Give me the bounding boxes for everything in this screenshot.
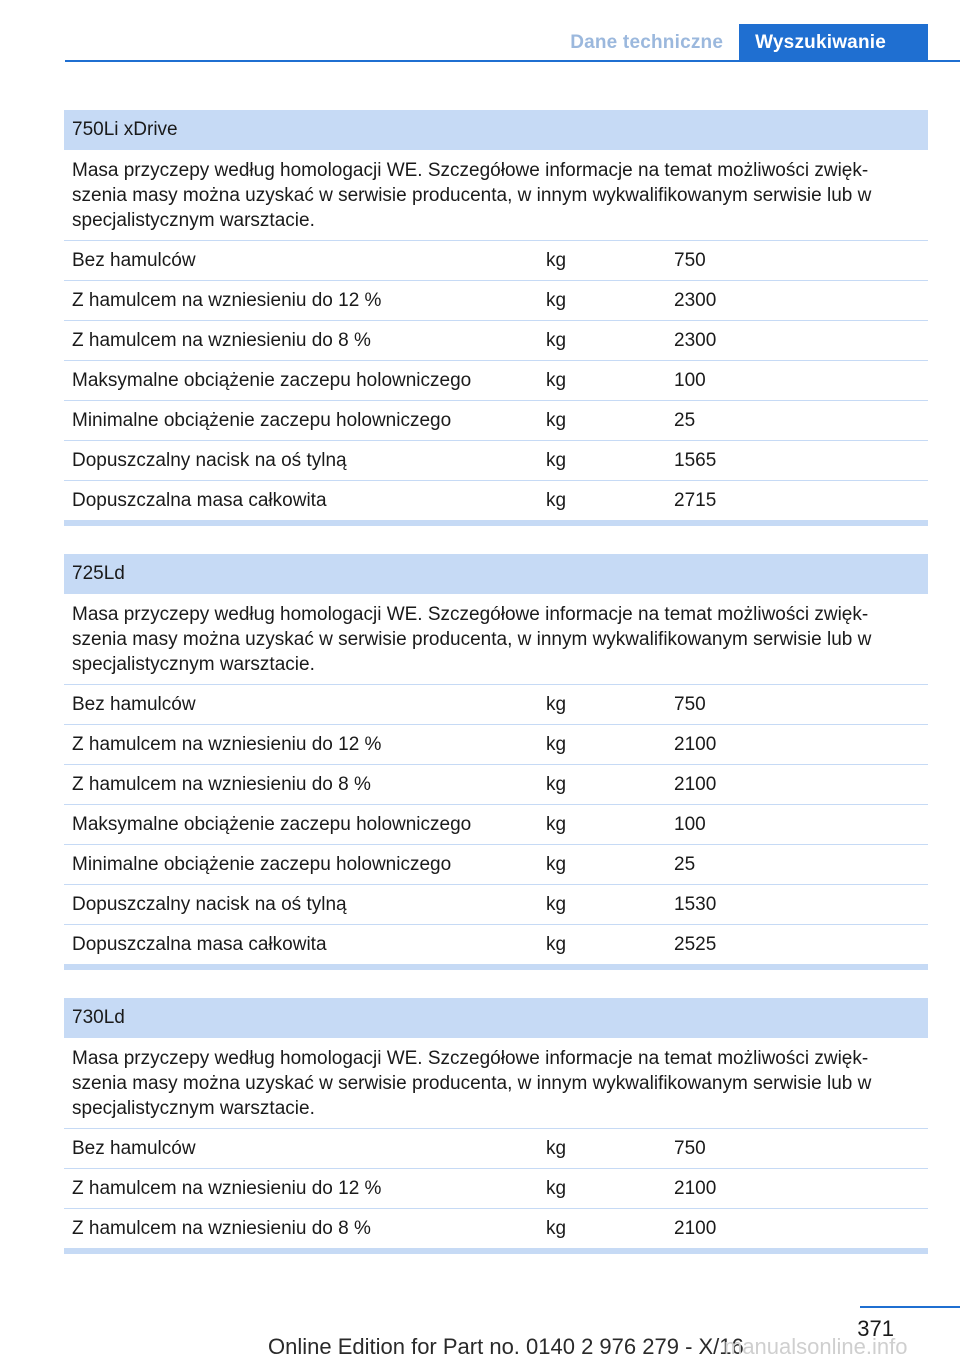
table-row: [64, 1209, 928, 1249]
row-value: 2300: [666, 321, 928, 361]
table-row: [64, 765, 928, 805]
table-row: [64, 805, 928, 845]
row-label: Z hamulcem na wzniesieniu do 12 %: [64, 725, 538, 765]
row-label: Z hamulcem na wzniesieniu do 12 %: [64, 1169, 538, 1209]
spec-table: [64, 685, 928, 965]
row-value: 750: [666, 1129, 928, 1169]
row-value: 750: [666, 241, 928, 281]
row-value: 1565: [666, 441, 928, 481]
table-row: [64, 481, 928, 521]
row-unit: kg: [538, 361, 666, 401]
row-value: 2100: [666, 1169, 928, 1209]
row-unit: kg: [538, 725, 666, 765]
row-unit: kg: [538, 441, 666, 481]
row-value: 2715: [666, 481, 928, 521]
row-unit: kg: [538, 401, 666, 441]
header-divider: [65, 60, 960, 62]
spec-section-725ld: [64, 554, 928, 970]
row-value: 2100: [666, 725, 928, 765]
row-value: 2100: [666, 1209, 928, 1249]
section-description: Masa przyczepy według homologacji WE. Szczegółowe informacje na temat możliwości zwięk-szenia masy można uzyskać w serwisie producenta, w innym wykwalifikowanym serwisie lub w specjalistycznym warsztacie.: [64, 594, 928, 685]
row-unit: kg: [538, 845, 666, 885]
table-row: [64, 725, 928, 765]
row-unit: kg: [538, 805, 666, 845]
row-unit: kg: [538, 1129, 666, 1169]
row-value: 100: [666, 805, 928, 845]
table-row: [64, 845, 928, 885]
row-value: 100: [666, 361, 928, 401]
spec-table: [64, 241, 928, 521]
row-unit: kg: [538, 1169, 666, 1209]
row-label: Dopuszczalna masa całkowita: [64, 925, 538, 965]
tab-wyszukiwanie[interactable]: Wyszukiwanie: [739, 24, 928, 62]
table-row: [64, 685, 928, 725]
row-value: 750: [666, 685, 928, 725]
footer-divider: [860, 1306, 960, 1308]
row-label: Bez hamulców: [64, 685, 538, 725]
row-label: Dopuszczalny nacisk na oś tylną: [64, 885, 538, 925]
section-title: 725Ld: [64, 554, 928, 594]
section-end-rule: [64, 965, 928, 970]
row-value: 2100: [666, 765, 928, 805]
footer-edition: Online Edition for Part no. 0140 2 976 279 - X/16: [268, 1334, 744, 1359]
row-unit: kg: [538, 925, 666, 965]
row-label: Dopuszczalny nacisk na oś tylną: [64, 441, 538, 481]
row-unit: kg: [538, 481, 666, 521]
row-unit: kg: [538, 765, 666, 805]
row-unit: kg: [538, 1209, 666, 1249]
row-label: Z hamulcem na wzniesieniu do 8 %: [64, 321, 538, 361]
row-label: Z hamulcem na wzniesieniu do 8 %: [64, 1209, 538, 1249]
row-label: Z hamulcem na wzniesieniu do 12 %: [64, 281, 538, 321]
row-label: Maksymalne obciążenie zaczepu holowniczego: [64, 361, 538, 401]
row-value: 25: [666, 401, 928, 441]
row-value: 2525: [666, 925, 928, 965]
row-label: Maksymalne obciążenie zaczepu holowniczego: [64, 805, 538, 845]
spec-section-750li-xdrive: [64, 110, 928, 526]
table-row: [64, 1129, 928, 1169]
tab-dane-techniczne[interactable]: Dane techniczne: [570, 32, 724, 53]
row-unit: kg: [538, 321, 666, 361]
section-title: 750Li xDrive: [64, 110, 928, 150]
table-row: [64, 321, 928, 361]
header-tabs: [554, 24, 928, 62]
row-label: Minimalne obciążenie zaczepu holowniczego: [64, 401, 538, 441]
table-row: [64, 441, 928, 481]
table-row: [64, 401, 928, 441]
row-value: 2300: [666, 281, 928, 321]
row-label: Z hamulcem na wzniesieniu do 8 %: [64, 765, 538, 805]
page-number: 371: [857, 1316, 894, 1341]
row-unit: kg: [538, 281, 666, 321]
section-description: Masa przyczepy według homologacji WE. Szczegółowe informacje na temat możliwości zwięk-szenia masy można uzyskać w serwisie producenta, w innym wykwalifikowanym serwisie lub w specjalistycznym warsztacie.: [64, 1038, 928, 1129]
table-row: [64, 925, 928, 965]
table-row: [64, 885, 928, 925]
row-label: Bez hamulców: [64, 1129, 538, 1169]
row-label: Bez hamulców: [64, 241, 538, 281]
row-label: Dopuszczalna masa całkowita: [64, 481, 538, 521]
section-end-rule: [64, 1249, 928, 1254]
table-row: [64, 361, 928, 401]
spec-table: [64, 1129, 928, 1249]
row-label: Minimalne obciążenie zaczepu holowniczego: [64, 845, 538, 885]
row-unit: kg: [538, 685, 666, 725]
table-row: [64, 241, 928, 281]
section-end-rule: [64, 521, 928, 526]
row-value: 25: [666, 845, 928, 885]
section-title: 730Ld: [64, 998, 928, 1038]
watermark-text: manualsonline.info: [724, 1334, 908, 1359]
table-row: [64, 1169, 928, 1209]
section-description: Masa przyczepy według homologacji WE. Szczegółowe informacje na temat możliwości zwięk-szenia masy można uzyskać w serwisie producenta, w innym wykwalifikowanym serwisie lub w specjalistycznym warsztacie.: [64, 150, 928, 241]
row-unit: kg: [538, 241, 666, 281]
row-unit: kg: [538, 885, 666, 925]
row-value: 1530: [666, 885, 928, 925]
spec-section-730ld: [64, 998, 928, 1254]
table-row: [64, 281, 928, 321]
